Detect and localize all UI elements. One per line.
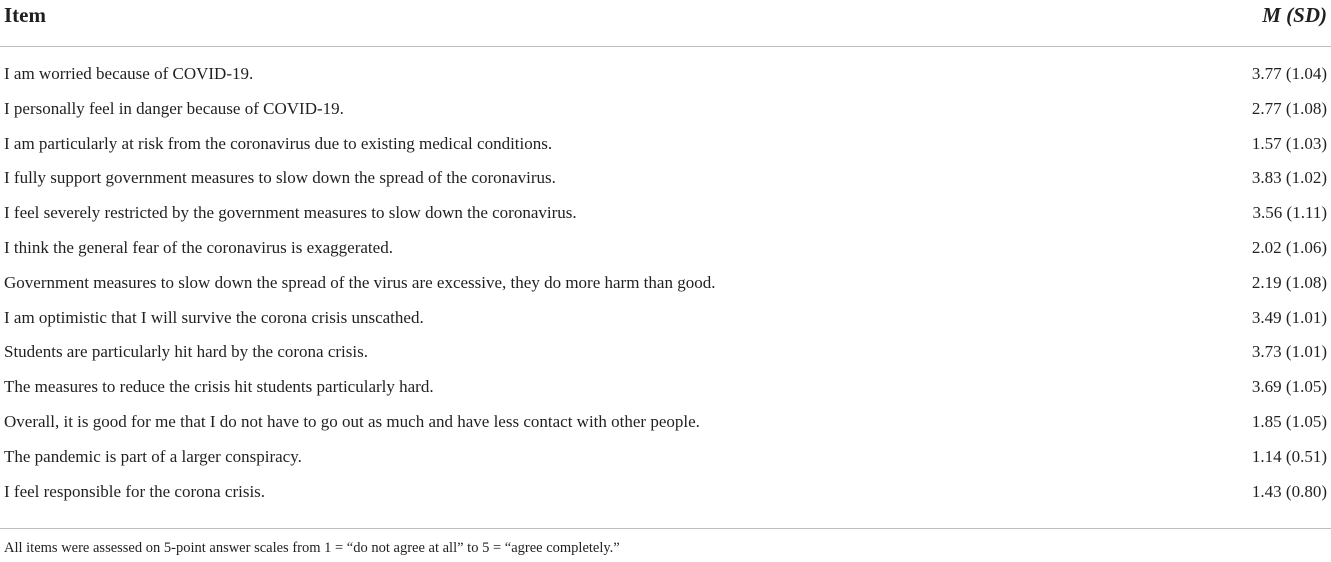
row-item: I fully support government measures to slow down the spread of the coronavirus. (4, 168, 556, 188)
row-item: Government measures to slow down the spread of the virus are excessive, they do more harm than good. (4, 272, 716, 292)
row-mean-sd: 3.69 (1.05) (1251, 377, 1327, 397)
table-row (0, 306, 1331, 341)
row-mean-sd: 3.73 (1.01) (1251, 342, 1327, 362)
table-row (0, 410, 1331, 445)
row-mean-sd: 2.77 (1.08) (1251, 98, 1327, 118)
table-row (0, 166, 1331, 201)
table-row (0, 201, 1331, 236)
table-row (0, 271, 1331, 306)
table-row (0, 340, 1331, 375)
header-item: Item (4, 3, 46, 27)
row-item: Overall, it is good for me that I do not have to go out as much and have less contact with other people. (4, 411, 700, 431)
row-item: I am worried because of COVID-19. (4, 64, 254, 83)
table-row (0, 97, 1331, 132)
header-mean-sd: M (SD) (1262, 3, 1327, 27)
row-item: The measures to reduce the crisis hit students particularly hard. (4, 377, 434, 397)
table-bottom-rule (0, 528, 1331, 529)
row-mean-sd: 1.14 (0.51) (1251, 446, 1327, 466)
row-item: I personally feel in danger because of COVID-19. (4, 98, 344, 118)
table-row (0, 132, 1331, 167)
table-row (0, 62, 1331, 97)
row-mean-sd: 2.02 (1.06) (1251, 237, 1327, 257)
row-item: I feel responsible for the corona crisis. (4, 481, 266, 501)
row-item: I think the general fear of the coronavirus is exaggerated. (4, 237, 393, 257)
table-body (0, 62, 1331, 514)
row-mean-sd: 1.43 (0.80) (1251, 481, 1327, 501)
row-mean-sd: 3.83 (1.02) (1251, 168, 1327, 188)
row-item: The pandemic is part of a larger conspiracy. (4, 446, 302, 466)
row-mean-sd: 3.49 (1.01) (1251, 307, 1327, 327)
table-footnote: All items were assessed on 5-point answer scales from 1 = “do not agree at all” to 5 = “agree completely.” (4, 540, 620, 556)
row-mean-sd: 3.77 (1.04) (1251, 64, 1327, 83)
row-mean-sd: 3.56 (1.11) (1252, 203, 1327, 223)
row-item: I am optimistic that I will survive the corona crisis unscathed. (4, 307, 424, 327)
row-mean-sd: 2.19 (1.08) (1251, 272, 1327, 292)
row-mean-sd: 1.57 (1.03) (1251, 133, 1327, 153)
row-item: I feel severely restricted by the government measures to slow down the coronavirus. (4, 203, 577, 223)
table-row (0, 445, 1331, 480)
table-header (0, 0, 1331, 47)
table-row (0, 480, 1331, 515)
table-row (0, 375, 1331, 410)
row-item: I am particularly at risk from the coronavirus due to existing medical conditions. (4, 133, 553, 153)
row-mean-sd: 1.85 (1.05) (1251, 411, 1327, 431)
table-row (0, 236, 1331, 271)
row-item: Students are particularly hit hard by the corona crisis. (4, 342, 368, 362)
